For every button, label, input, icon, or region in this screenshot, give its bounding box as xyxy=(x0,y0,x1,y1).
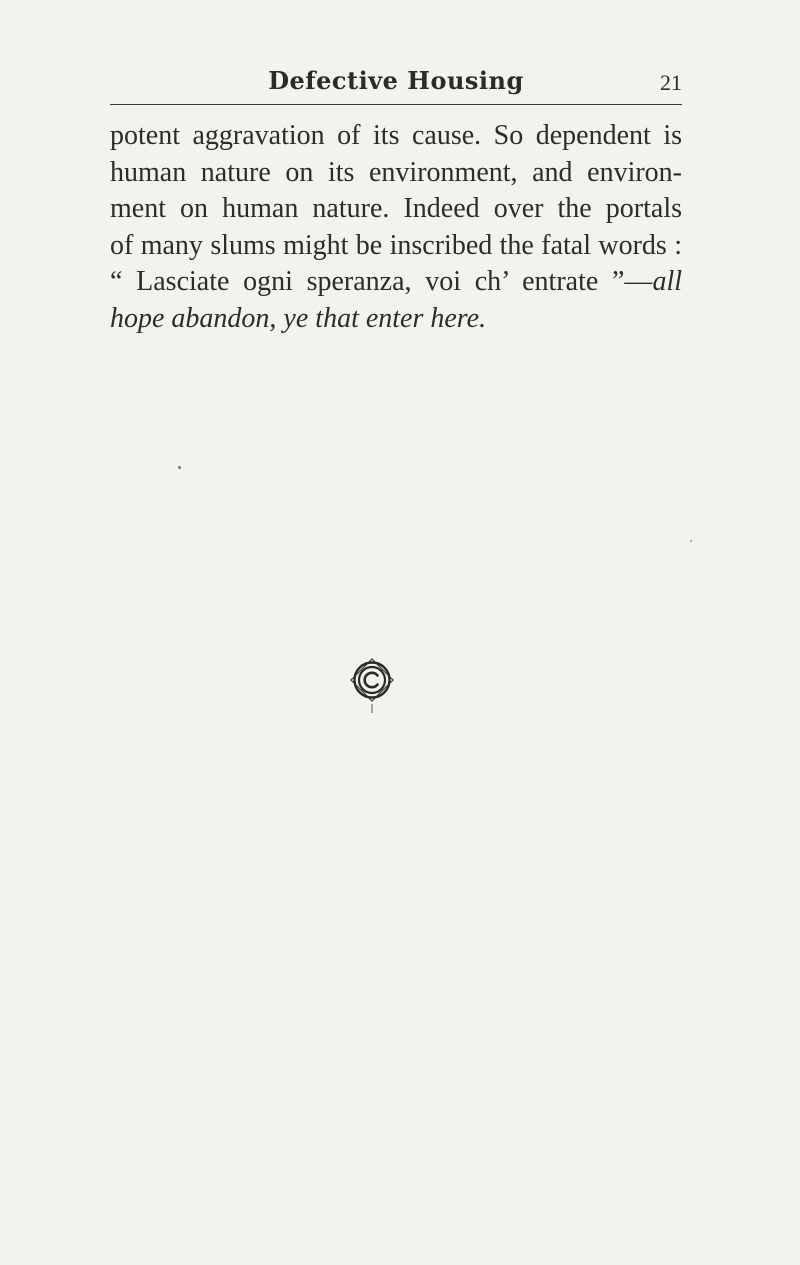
body-paragraph xyxy=(110,118,682,337)
page-number: 21 xyxy=(660,70,682,95)
text-line-3: ment on human nature. Indeed over the portals xyxy=(110,193,682,224)
text-line-4: of many slums might be inscribed the fatal words : xyxy=(110,229,682,261)
text-line-5 xyxy=(110,264,682,301)
running-head xyxy=(110,64,682,105)
text-line-1: potent aggravation of its cause. So dependent is xyxy=(110,120,682,151)
text-line-6: hope abandon, ye that enter here. xyxy=(110,302,487,334)
running-title: Defective Housing xyxy=(268,66,524,95)
ink-speck xyxy=(178,466,181,469)
translation-start: all xyxy=(652,266,682,297)
text-line-2: human nature on its environment, and environ- xyxy=(110,156,682,188)
circle-c-stamp-icon xyxy=(350,658,394,714)
quote-italian: “ Lasciate ogni speranza, voi ch’ entrate ”— xyxy=(110,266,653,297)
ink-speck xyxy=(690,540,692,542)
